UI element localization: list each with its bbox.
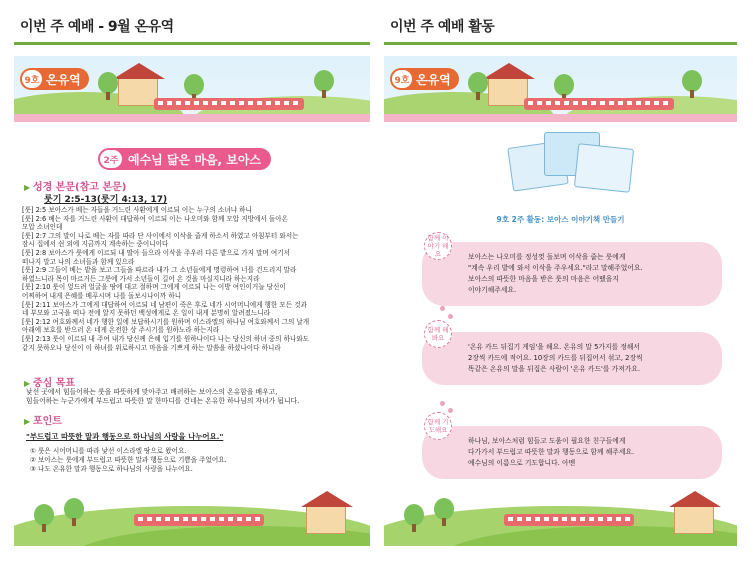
activity-page [384,56,737,546]
issue-number: 9호 [392,70,412,88]
point-item: ② 보아스는 룻에게 부드럽고 따뜻한 말과 행동으로 기쁨을 주었어요. [30,456,227,465]
verse-line: [룻] 2:12 여호와께서 네가 행한 일에 보답하시기를 원하며 이스라엘의 하나님 여호와께서 그의 날개 [22,317,310,326]
decorative-dot [448,314,453,319]
banner-stripe [384,114,737,122]
point-list [30,447,227,475]
left-heading-divider [14,42,370,45]
card-line: 보아스의 따뜻한 마음을 받은 룻의 마음은 어땠을지 [468,275,619,283]
card-tag-pray: 함께 기도해요 [424,412,452,440]
activity-card-talk [422,242,722,306]
decorative-dot [440,306,445,311]
verse-line: 같지 못하오나 당신이 이 하녀를 위로하시고 마음을 기쁘게 하는 말씀을 하셨나이다 하니라 [22,343,281,352]
card-line: 보아스는 나오미를 정성껏 돌보며 이삭을 줍는 룻에게 [468,253,626,261]
tree-icon [64,498,84,520]
tree-icon [682,70,702,92]
card-line: 똑같은 온유의 말을 뒤집은 사람이 '온유 카드'를 가져가요. [468,365,641,373]
verse-line: 아래에 보호를 받으러 온 네게 온전한 상 주시기를 원하노라 하는지라 [22,326,220,335]
verse-line: [룻] 2:8 보아스가 룻에게 이르되 내 딸아 들으라 이삭을 주우러 다른 밭으로 가지 말며 여기서 [22,248,291,257]
train-icon [134,514,264,526]
goal-line: 낯선 곳에서 힘들어하는 룻을 따뜻하게 맞아주고 배려하는 보아스의 온유함을 배우고, [26,388,278,396]
verse-line: 하였느니라 목이 마르거든 그릇에 가서 소년들이 길어 온 것을 마실지니라 하는지라 [22,274,260,283]
tree-icon [314,70,334,92]
verse-line: [룻] 2:11 보아스가 그에게 대답하여 이르되 네 남편이 죽은 후로 네가 시어머니에게 행한 모든 것과 [22,300,307,309]
activity-card-pray [422,426,722,479]
verse-line: [룻] 2:7 그의 말이 나로 베는 자를 따라 단 사이에서 이삭을 줍게 하소서 하였고 아침부터 와서는 [22,231,299,240]
card-line: 2장씩 카드에 적어요. 10장의 카드를 뒤집어서 섞고, 2장씩 [468,354,643,362]
banner-stripe [14,114,370,122]
tree-icon [468,72,488,94]
issue-badge [390,68,459,90]
verse-line: 잠시 집에서 쉰 외에 지금까지 계속하는 중이니이다 [22,240,169,249]
lesson-page [14,56,370,546]
card-line: 다가가서 부드럽고 따뜻한 말과 행동으로 함께 해주세요. [468,448,635,456]
lesson-title: 예수님 닮은 마음, 보아스 [128,152,262,167]
house-icon [488,78,528,106]
house-icon [674,506,714,534]
left-page-heading: 이번 주 예배 - 9월 온유역 [20,19,174,35]
decorative-dot [448,408,453,413]
scripture-verses [22,206,366,352]
tree-icon [184,74,204,96]
house-icon [118,78,158,106]
right-page-heading: 이번 주 예배 활동 [390,19,495,35]
issue-title: 온유역 [416,72,451,87]
house-icon [306,506,346,534]
card-tag-do: 함께 해봐요 [424,320,452,348]
tree-icon [34,504,54,526]
verse-line: [룻] 2:9 그들이 베는 밭을 보고 그들을 따르라 내가 그 소년들에게 명령하여 너를 건드리지 말라 [22,266,297,275]
tree-icon [404,504,424,526]
tree-icon [434,498,454,520]
train-icon [524,98,674,110]
card-line: 하나님, 보아스처럼 힘들고 도움이 필요한 친구들에게 [468,437,626,445]
issue-number: 9호 [22,70,42,88]
scripture-heading: ▶ 성경 본문(참고 본문) [24,178,126,193]
week-badge: 2주 [100,150,122,168]
lesson-title-pill [98,148,271,170]
verse-line: 네 부모와 고국을 떠나 전에 알지 못하던 백성에게로 온 일이 내게 분명히 알려졌느니라 [22,309,271,318]
goal-heading: ▶ 중심 목표 [24,374,75,389]
goal-line: 힘들어하는 누군가에게 부드럽고 따뜻한 말 한마디를 건네는 온유한 하나님의 자녀가 됩니다. [26,397,300,405]
verse-line: 떠나지 말고 나의 소녀들과 함께 있으라 [22,257,135,266]
right-heading-divider [384,42,737,45]
bottom-illustration [384,484,737,546]
verse-line: [룻] 2:6 베는 자를 거느린 사환이 대답하여 이르되 이는 나오미와 함께 모압 지방에서 돌아온 [22,214,288,223]
scripture-reference: 룻기 2:5-13(룻기 4:13, 17) [44,195,168,205]
point-main-text: "부드럽고 따뜻한 말과 행동으로 하나님의 사랑을 나누어요." [26,432,224,441]
verse-line: 모압 소녀인데 [22,223,63,232]
goal-text [26,388,362,406]
activity-card-do [422,332,722,385]
decorative-dot [440,401,445,406]
tree-icon [554,74,574,96]
card-line: '온유 카드 뒤집기 게임'을 해요. 온유의 말 5가지를 정해서 [468,343,640,351]
verse-line: [룻] 2:13 룻이 이르되 내 주여 내가 당신께 은혜 입기를 원하나이다 나는 당신의 하녀 중의 하나와도 [22,334,310,343]
verse-line: 어찌하여 내게 은혜를 베푸시며 나를 돌보시나이까 하니 [22,291,182,300]
point-item: ③ 나도 온유한 말과 행동으로 하나님의 사랑을 나누어요. [30,465,193,474]
train-icon [504,514,634,526]
card-line: 이야기해주세요. [468,286,517,294]
point-item: ① 룻은 시어머니를 따라 낯선 이스라엘 땅으로 왔어요. [30,447,187,455]
verse-line: [룻] 2:5 보아스가 베는 자들을 거느린 사환에게 이르되 이는 누구의 소녀냐 하니 [22,206,252,214]
card-tag-talk: 함께 이야기 해요 [424,232,452,260]
train-icon [154,98,304,110]
card-line: "계속 우리 밭에 와서 이삭을 주우세요."라고 말해주었어요. [468,264,643,272]
verse-line: [룻] 2:10 룻이 엎드려 얼굴을 땅에 대고 절하며 그에게 이르되 나는 이방 여인이거늘 당신이 [22,283,286,292]
issue-title: 온유역 [46,72,81,87]
card-line: 예수님의 이름으로 기도합니다. 아멘 [468,459,576,467]
storybook-page [574,143,634,193]
storybook-image [510,128,630,208]
tree-icon [98,72,118,94]
activity-caption: 9호 2주 활동: 보아스 이야기책 만들기 [496,215,625,224]
bottom-illustration [14,484,370,546]
top-banner-illustration [384,56,737,122]
point-heading: ▶ 포인트 [24,412,62,427]
issue-badge [20,68,89,90]
top-banner-illustration [14,56,370,122]
